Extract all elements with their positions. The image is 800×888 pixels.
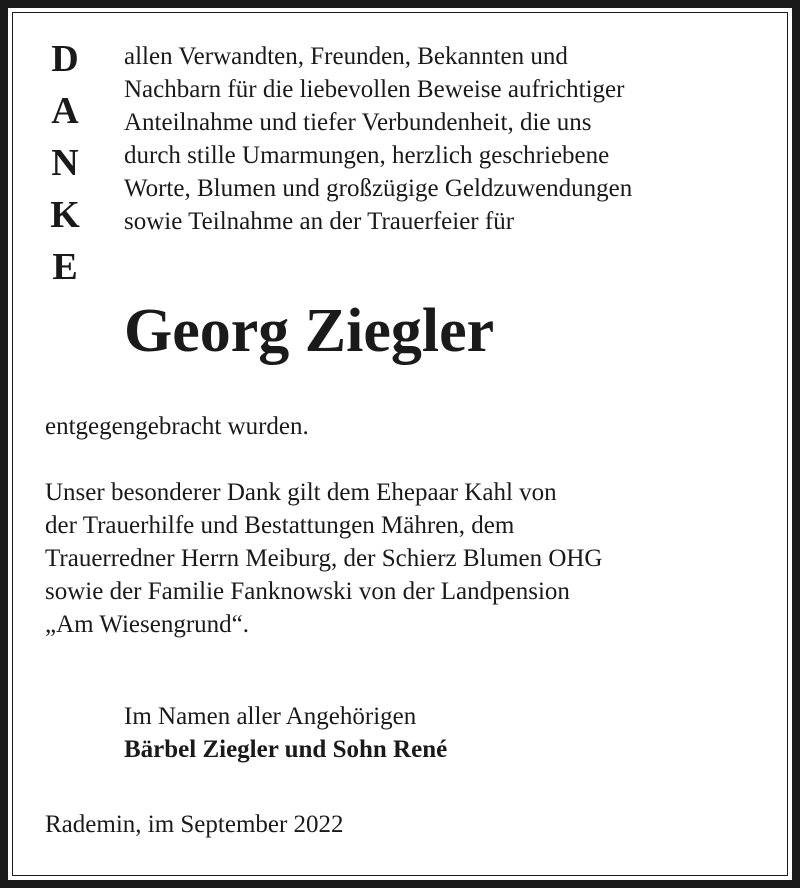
thanks-line: der Trauerhilfe und Bestattungen Mähren, dem: [45, 512, 515, 539]
intro-paragraph: [124, 40, 784, 238]
thanks-line: Trauerredner Herrn Meiburg, der Schierz Blumen OHG: [45, 545, 603, 572]
special-thanks-paragraph: [45, 476, 602, 641]
deceased-name: Georg Ziegler: [124, 297, 495, 365]
intro-line: sowie Teilnahme an der Trauerfeier für: [124, 208, 515, 235]
intro-line: Anteilnahme und tiefer Verbundenheit, die uns: [124, 109, 592, 136]
danke-letter-d: D: [51, 38, 79, 80]
intro-line: Nachbarn für die liebevollen Beweise aufrichtiger: [124, 76, 625, 103]
intro-line: allen Verwandten, Freunden, Bekannten und: [124, 43, 568, 70]
signoff-intro: Im Namen aller Angehörigen: [124, 703, 417, 730]
place-date: Rademin, im September 2022: [45, 811, 344, 838]
intro-line: Worte, Blumen und großzügige Geldzuwendungen: [124, 175, 633, 202]
danke-letter-a: A: [51, 90, 79, 132]
signoff-block: [124, 700, 447, 766]
thanks-line: sowie der Familie Fanknowski von der Landpension: [45, 578, 570, 605]
danke-letter-k: K: [50, 194, 80, 236]
thanks-line: „Am Wiesengrund“.: [45, 611, 250, 638]
thanks-line: Unser besonderer Dank gilt dem Ehepaar Kahl von: [45, 479, 557, 506]
after-name-text: entgegengebracht wurden.: [45, 413, 309, 440]
danke-letter-n: N: [51, 142, 79, 184]
intro-line: durch stille Umarmungen, herzlich geschriebene: [124, 142, 610, 169]
danke-vertical-heading: [45, 40, 85, 300]
danke-letter-e: E: [52, 246, 78, 288]
signoff-signers: Bärbel Ziegler und Sohn René: [124, 736, 448, 763]
